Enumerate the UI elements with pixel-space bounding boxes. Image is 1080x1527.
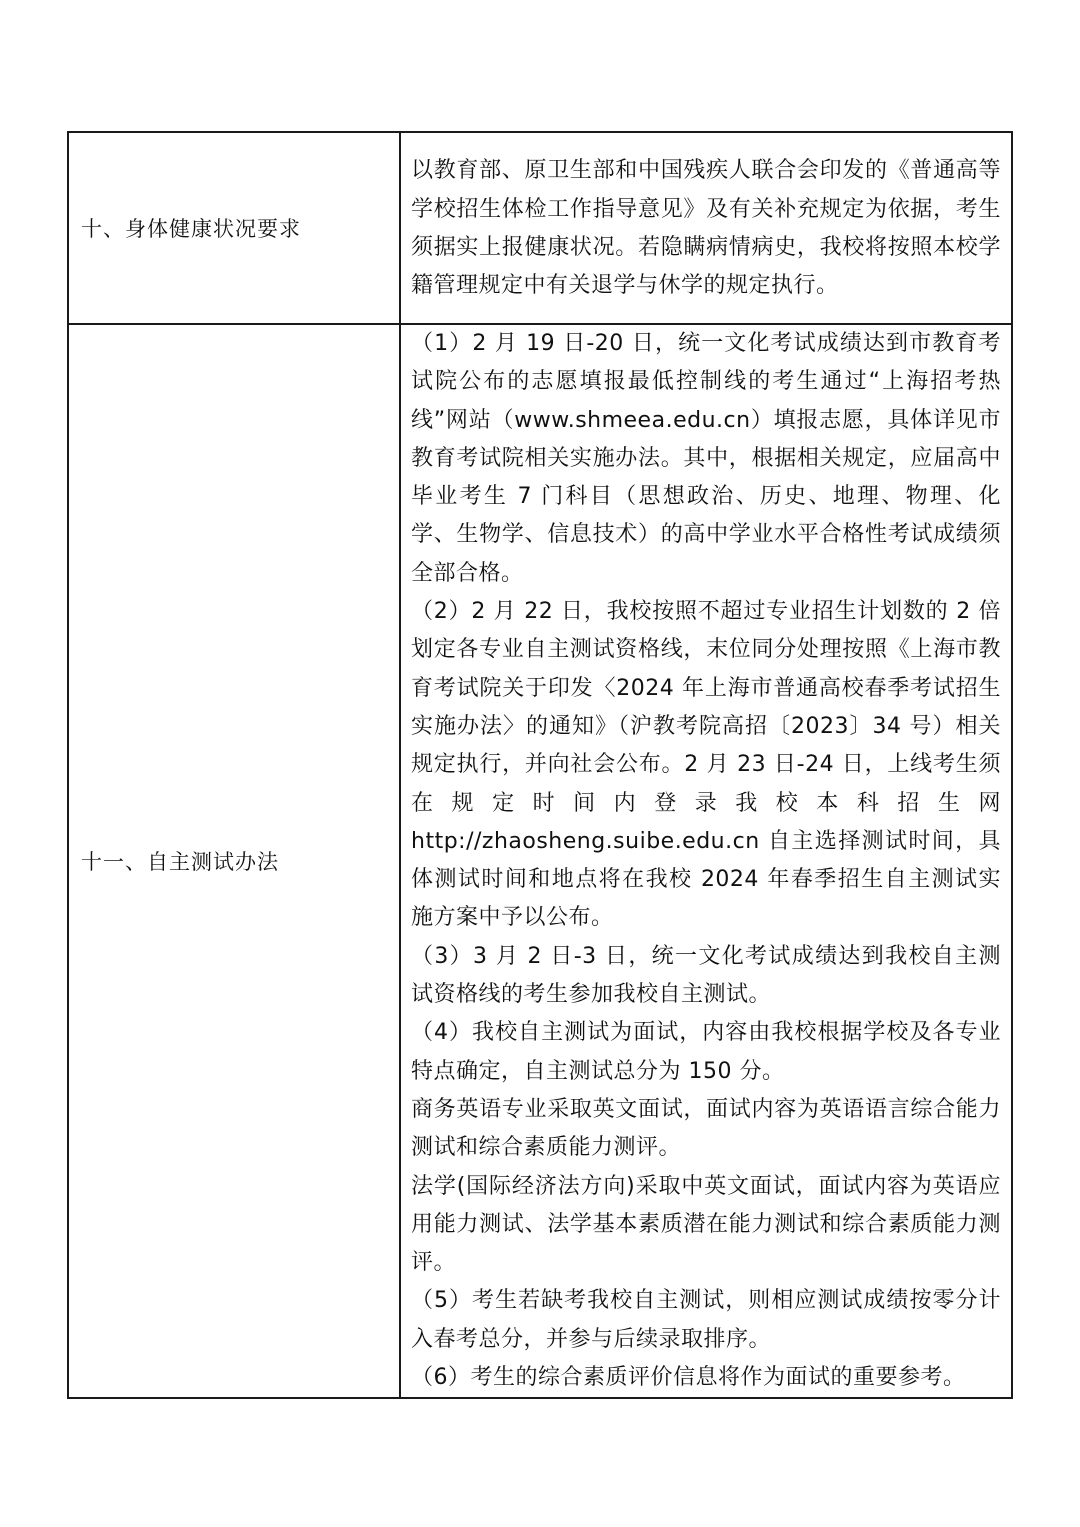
row-label-health: 十、身体健康状况要求: [68, 132, 400, 324]
row-label-self-test: 十一、自主测试办法: [68, 324, 400, 1398]
health-paragraph: 以教育部、原卫生部和中国残疾人联合会印发的《普通高等学校招生体检工作指导意见》及有关补充规定为依据，考生须据实上报健康状况。若隐瞒病情病史，我校将按照本校学籍管理规定中有关退学与休学的规定执行。: [411, 158, 1001, 299]
self-test-item-2: （2）2 月 22 日，我校按照不超过专业招生计划数的 2 倍划定各专业自主测试资格线，末位同分处理按照《上海市教育考试院关于印发〈2024 年上海市普通高校春季考试招生实施办法〉的通知》（沪教考院高招〔2023〕34 号）相关规定执行，并向社会公布。2 月 23 日-24 日，上线考生须在规定时间内登录我校本科招生网 http://zhaosheng.suibe.edu.cn 自主选择测试时间，具体测试时间和地点将在我校 2024 年春季招生自主测试实施方案中予以公布。: [411, 599, 1001, 931]
self-test-item-6: （6）考生的综合素质评价信息将作为面试的重要参考。: [411, 1365, 966, 1391]
self-test-item-3: （3）3 月 2 日-3 日，统一文化考试成绩达到我校自主测试资格线的考生参加我校自主测试。: [411, 943, 1001, 1008]
table-row-health: [68, 132, 1012, 324]
table-row-self-test: [68, 324, 1012, 1398]
self-test-law: 法学(国际经济法方向)采取中英文面试，面试内容为英语应用能力测试、法学基本素质潜在能力测试和综合素质能力测评。: [411, 1173, 1001, 1276]
row-content-self-test: [400, 324, 1012, 1398]
self-test-item-1: （1）2 月 19 日-20 日，统一文化考试成绩达到市教育考试院公布的志愿填报最低控制线的考生通过“上海招考热线”网站（www.shmeea.edu.cn）填报志愿，具体详见市教育考试院相关实施办法。其中，根据相关规定，应届高中毕业考生 7 门科目（思想政治、历史、地理、物理、化学、生物学、信息技术）的高中学业水平合格性考试成绩须全部合格。: [411, 331, 1001, 586]
self-test-item-4: （4）我校自主测试为面试，内容由我校根据学校及各专业特点确定，自主测试总分为 150 分。: [411, 1020, 1001, 1084]
admissions-table: [67, 131, 1013, 1399]
self-test-item-5: （5）考生若缺考我校自主测试，则相应测试成绩按零分计入春考总分，并参与后续录取排序。: [411, 1288, 1001, 1352]
row-content-health: [400, 132, 1012, 324]
self-test-business-english: 商务英语专业采取英文面试，面试内容为英语语言综合能力测试和综合素质能力测评。: [411, 1096, 1001, 1161]
